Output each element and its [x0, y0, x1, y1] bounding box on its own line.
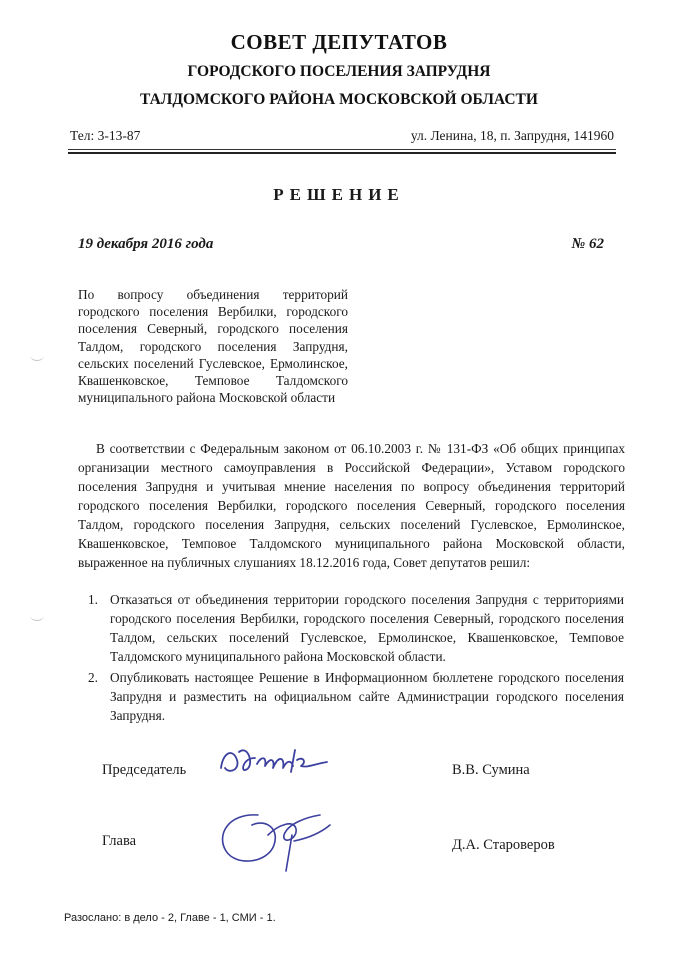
- header-divider-thick: [68, 152, 616, 154]
- decision-item-text: Отказаться от объединения территории городского поселения Запрудня с территориями городского поселения Вербилки, городского поселения Северный, городского поселения Талдом, сельских поселений Гуслевское, Ермолинское, Квашенковское, Темповое Талдомского муниципального района Московской области.: [110, 592, 624, 664]
- document-number: № 62: [571, 236, 604, 252]
- decision-items: [88, 590, 624, 727]
- chair-signature: [215, 738, 335, 788]
- chair-name: В.В. Сумина: [452, 762, 530, 778]
- postal-address: ул. Ленина, 18, п. Запрудня, 141960: [410, 128, 614, 143]
- head-signature: [208, 805, 338, 875]
- phone-number: Тел: 3-13-87: [70, 128, 141, 143]
- header-divider: [68, 149, 616, 150]
- punch-hole-mark: [30, 610, 44, 621]
- distribution-note: Разослано: в дело - 2, Главе - 1, СМИ - 1.: [64, 912, 276, 924]
- contact-row: [70, 128, 614, 146]
- settlement-name: ГОРОДСКОГО ПОСЕЛЕНИЯ ЗАПРУДНЯ: [187, 63, 491, 80]
- district-name: ТАЛДОМСКОГО РАЙОНА МОСКОВСКОЙ ОБЛАСТИ: [140, 91, 538, 108]
- document-date: 19 декабря 2016 года: [78, 236, 214, 252]
- decision-item-text: Опубликовать настоящее Решение в Информационном бюллетене городского поселения Запрудня и разместить на официальном сайте Администрации городского поселения Запрудня.: [110, 670, 624, 723]
- chair-title: Председатель: [102, 762, 187, 778]
- decision-item: [88, 590, 624, 666]
- decision-item: [88, 668, 624, 725]
- council-name: СОВЕТ ДЕПУТАТОВ: [230, 30, 448, 54]
- decision-preamble: В соответствии с Федеральным законом от 06.10.2003 г. № 131-ФЗ «Об общих принципах организации местного самоуправления в Российской Федерации», Уставом городского поселения Запрудня и учитывая мнение населения по вопросу объединения территорий городского поселения Вербилки, городского поселения Северный, городского поселения Талдом, городского поселения Запрудня, сельских поселений Гуслевское, Ермолинское, Квашенковское, Темповое Талдомского муниципального района Московской области, выраженное на публичных слушаниях 18.12.2016 года, Совет депутатов решил:: [78, 441, 625, 570]
- decision-subject: По вопросу объединения территорий городского поселения Вербилки, городского поселения Северный, городского поселения Талдом, городского поселения Запрудня, сельских поселений Гуслевское, Ермолинское, Квашенковское, Темповое Талдомского муниципального района Московской области: [78, 287, 348, 406]
- decision-item-number: 2.: [88, 670, 98, 685]
- document-type-title: РЕШЕНИЕ: [273, 185, 405, 204]
- decision-item-number: 1.: [88, 592, 98, 607]
- punch-hole-mark: [30, 350, 44, 361]
- head-title: Глава: [102, 833, 137, 849]
- head-name: Д.А. Староверов: [452, 837, 555, 853]
